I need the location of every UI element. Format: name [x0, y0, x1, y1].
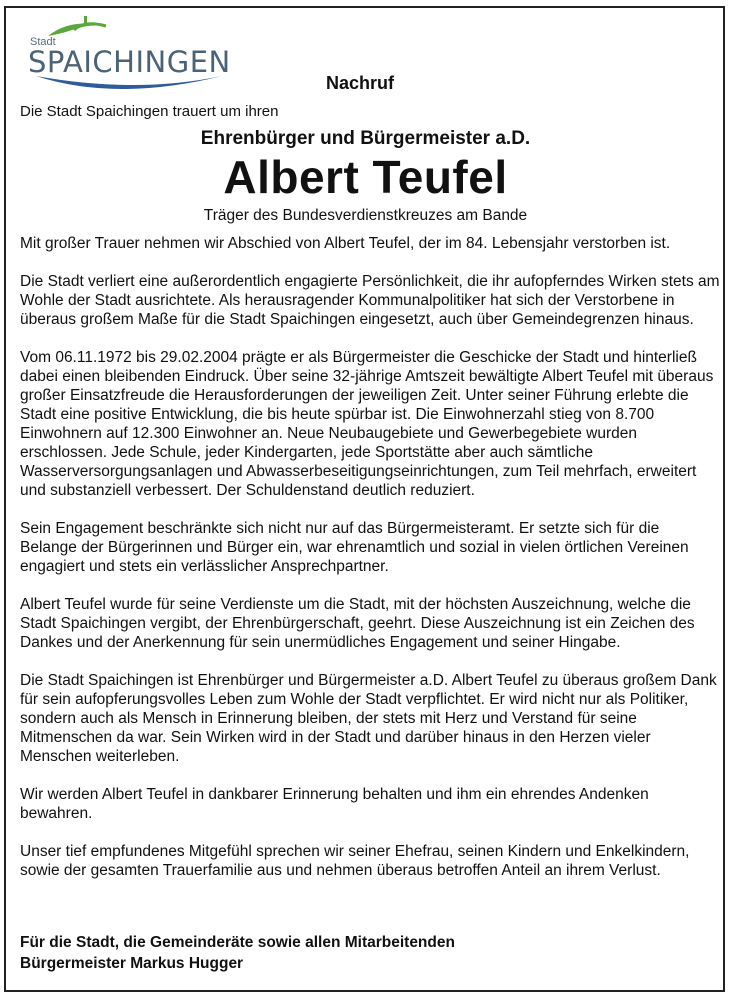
- paragraph: Wir werden Albert Teufel in dankbarer Erinnerung behalten und ihm ein ehrendes Andenken bewahren.: [20, 786, 649, 822]
- signature-line-2: Bürgermeister Markus Hugger: [20, 955, 244, 972]
- paragraph: Die Stadt Spaichingen ist Ehrenbürger und Bürgermeister a.D. Albert Teufel zu überaus großem Dank für sein aufopferungsvolles Leben zum Wohle der Stadt verpflichtet. Er wird nicht nur als Politiker, sondern auch als Mensch in Erinnerung bleiben, der stets mit Herz und Verstand für seine Mitmenschen da war. Sein Wirken wird in der Stadt und darüber hinaus in den Herzen vieler Menschen weiterleben.: [20, 672, 717, 765]
- deceased-name: Albert Teufel: [223, 151, 508, 203]
- paragraph: Die Stadt verliert eine außerordentlich engagierte Persönlichkeit, die ihr aufopferndes Wirken stets am Wohle der Stadt ausrichtete. Als herausragender Kommunalpolitiker hat sich der Verstorbene in überaus großem Maße für die Stadt Spaichingen eingesetzt, auch über Gemeindegrenzen hinaus.: [20, 273, 720, 328]
- logo-city-name: SPAICHINGEN: [28, 45, 231, 79]
- intro-line: Die Stadt Spaichingen trauert um ihren: [20, 103, 279, 120]
- paragraph: Unser tief empfundenes Mitgefühl sprechen wir seiner Ehefrau, seinen Kindern und Enkelkindern, sowie der gesamten Trauerfamilie aus und nehmen überaus betroffen Anteil an ihrem Verlust.: [20, 843, 690, 879]
- paragraph: Sein Engagement beschränkte sich nicht nur auf das Bürgermeisteramt. Er setzte sich für die Belange der Bürgerinnen und Bürger ein, war ehrenamtlich und sozial in vielen örtlichen Vereinen engagiert und stets ein verlässlicher Ansprechpartner.: [20, 520, 689, 575]
- signature-line-1: Für die Stadt, die Gemeinderäte sowie allen Mitarbeitenden: [20, 934, 455, 951]
- signature-block: [20, 932, 455, 974]
- paragraph: Mit großer Trauer nehmen wir Abschied von Albert Teufel, der im 84. Lebensjahr verstorben ist.: [20, 235, 671, 252]
- rank-title: Ehrenbürger und Bürgermeister a.D.: [200, 128, 531, 149]
- paragraph: Vom 06.11.1972 bis 29.02.2004 prägte er als Bürgermeister die Geschicke der Stadt und hinterließ dabei einen bleibenden Eindruck. Über seine 32-jährige Amtszeit bewältigte Albert Teufel mit überaus großer Einsatzfreude die Herausforderungen der jeweiligen Zeit. Unter seiner Führung erlebte die Stadt eine positive Entwicklung, die bis heute spürbar ist. Die Einwohnerzahl stieg von 8.700 Einwohnern auf 12.300 Einwohner an. Neue Neubaugebiete und Gewerbegebiete wurden erschlossen. Jede Schule, jeder Kindergarten, jede Sportstätte aber auch sämtliche Wasserversorgungsanlagen und Abwasserbeseitigungseinrichtungen, zum Teil mehrfach, erweitert und substanziell verbessert. Der Schuldenstand deutlich reduziert.: [20, 349, 714, 499]
- obituary-body: [20, 234, 720, 899]
- city-logo: [26, 12, 231, 92]
- logo-stadt-label: Stadt: [30, 36, 56, 48]
- nachruf-heading: Nachruf: [326, 73, 395, 93]
- paragraph: Albert Teufel wurde für seine Verdienste um die Stadt, mit der höchsten Auszeichnung, welche die Stadt Spaichingen vergibt, der Ehrenbürgerschaft, geehrt. Diese Auszeichnung ist ein Zeichen des Dankes und der Anerkennung für sein unermüdliches Engagement und seiner Hingabe.: [20, 596, 695, 651]
- award-line: Träger des Bundesverdienstkreuzes am Bande: [203, 207, 528, 224]
